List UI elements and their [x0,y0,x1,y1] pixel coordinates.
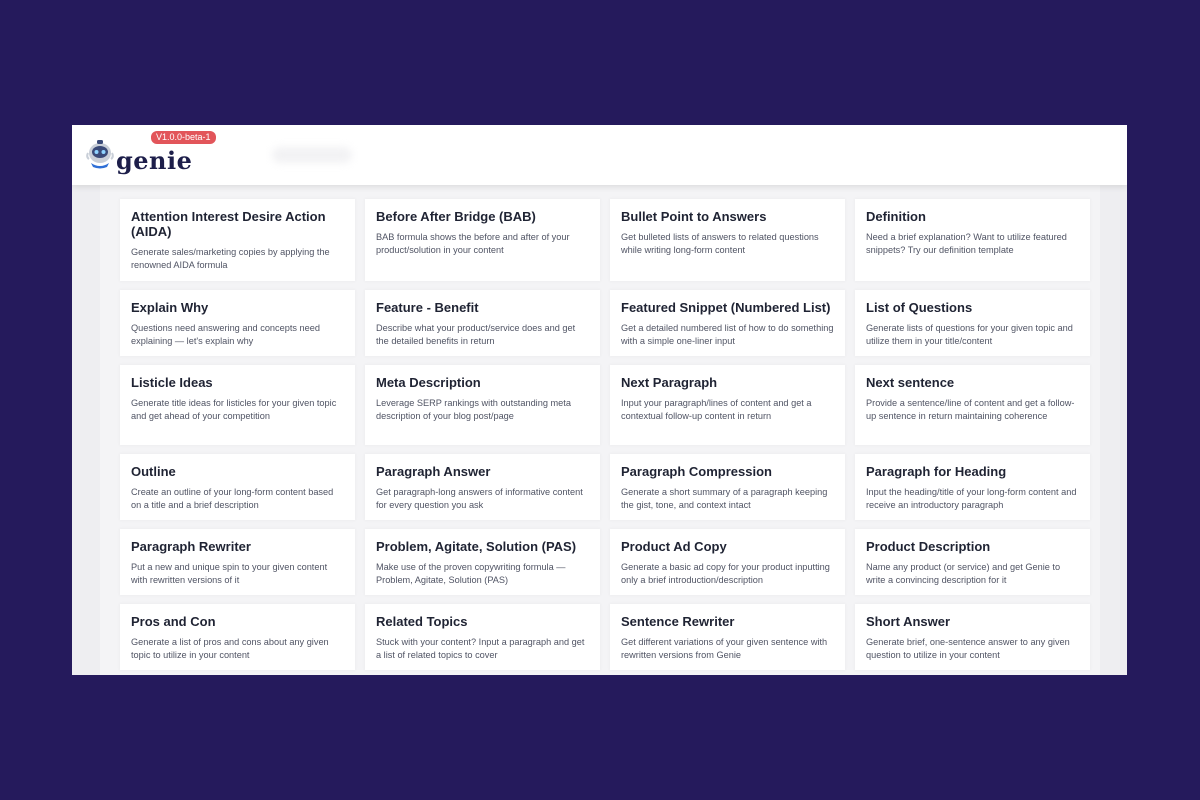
version-badge: V1.0.0-beta-1 [151,131,216,144]
template-title: Explain Why [131,300,209,315]
template-title: Before After Bridge (BAB) [376,209,536,224]
template-title: Meta Description [376,375,481,390]
template-description: Generate title ideas for listicles for your given topic and get ahead of your competition [131,398,337,421]
template-title: Related Topics [376,614,468,629]
template-title: Problem, Agitate, Solution (PAS) [376,539,577,554]
template-card[interactable] [120,199,355,281]
template-description: Get paragraph-long answers of informative content for every question you ask [376,487,583,510]
template-card[interactable] [610,529,845,595]
template-title: Featured Snippet (Numbered List) [621,300,831,315]
template-grid [120,199,1090,670]
template-description: Provide a sentence/line of content and get a follow-up sentence in return maintaining coherence [866,398,1075,421]
template-description: Create an outline of your long-form content based on a title and a brief description [131,487,334,510]
template-title: Next Paragraph [621,375,718,390]
template-title: Outline [131,464,176,479]
template-description: Generate lists of questions for your given topic and utilize them in your title/content [866,323,1073,346]
template-title: Attention Interest Desire Action (AIDA) [131,209,326,239]
template-description: Get bulleted lists of answers to related questions while writing long-form content [621,232,819,255]
template-description: Input your paragraph/lines of content and get a contextual follow-up content in return [621,398,812,421]
template-title: Sentence Rewriter [621,614,735,629]
template-description: Stuck with your content? Input a paragraph and get a list of related topics to cover [376,637,585,660]
template-description: Questions need answering and concepts need explaining — let's explain why [131,323,320,346]
template-description: Generate a list of pros and cons about any given topic to utilize in your content [131,637,329,660]
template-card[interactable] [855,290,1090,356]
template-title: List of Questions [866,300,973,315]
template-title: Pros and Con [131,614,216,629]
template-card[interactable] [120,454,355,520]
template-description: BAB formula shows the before and after of your product/solution in your content [376,232,570,255]
template-title: Paragraph Answer [376,464,491,479]
template-description: Describe what your product/service does and get the detailed benefits in return [376,323,576,346]
template-description: Generate brief, one-sentence answer to any given question to utilize in your content [866,637,1070,660]
template-description: Get a detailed numbered list of how to do something with a simple one-liner input [621,323,834,346]
robot-mascot-icon [86,139,114,169]
template-card[interactable] [120,290,355,356]
template-card[interactable] [855,529,1090,595]
template-title: Paragraph for Heading [866,464,1007,479]
template-card[interactable] [365,199,600,281]
template-list-panel [100,185,1100,675]
template-card[interactable] [610,199,845,281]
blurred-header-area [272,147,352,163]
template-card[interactable] [120,365,355,445]
template-card[interactable] [855,604,1090,670]
template-card[interactable] [365,365,600,445]
app-name: genie [116,146,193,175]
template-card[interactable] [610,290,845,356]
template-title: Paragraph Rewriter [131,539,251,554]
template-card[interactable] [365,454,600,520]
template-card[interactable] [855,365,1090,445]
template-description: Generate sales/marketing copies by applying the renowned AIDA formula [131,247,330,270]
template-title: Product Ad Copy [621,539,727,554]
template-description: Input the heading/title of your long-form content and receive an introductory paragraph [866,487,1077,510]
template-description: Put a new and unique spin to your given content with rewritten versions of it [131,562,328,585]
template-card[interactable] [365,604,600,670]
template-description: Generate a short summary of a paragraph keeping the gist, tone, and context intact [621,487,828,510]
genie-logo[interactable] [86,131,286,181]
template-card[interactable] [610,604,845,670]
template-description: Need a brief explanation? Want to utilize featured snippets? Try our definition template [866,232,1067,255]
template-title: Definition [866,209,926,224]
header-bar [72,125,1127,185]
template-card[interactable] [120,529,355,595]
template-card[interactable] [855,454,1090,520]
template-card[interactable] [120,604,355,670]
template-description: Name any product (or service) and get Genie to write a convincing description for it [866,562,1061,585]
template-description: Make use of the proven copywriting formula — Problem, Agitate, Solution (PAS) [376,562,566,585]
template-title: Product Description [866,539,991,554]
template-title: Short Answer [866,614,951,629]
template-title: Paragraph Compression [621,464,772,479]
template-description: Leverage SERP rankings with outstanding meta description of your blog post/page [376,398,571,421]
template-card[interactable] [365,290,600,356]
template-card[interactable] [610,365,845,445]
template-title: Next sentence [866,375,955,390]
template-card[interactable] [855,199,1090,281]
template-card[interactable] [610,454,845,520]
template-description: Generate a basic ad copy for your product inputting only a brief introduction/description [621,562,830,585]
template-description: Get different variations of your given sentence with rewritten versions from Genie [621,637,828,660]
template-title: Listicle Ideas [131,375,213,390]
template-card[interactable] [365,529,600,595]
template-title: Bullet Point to Answers [621,209,767,224]
app-window [72,125,1127,675]
template-title: Feature - Benefit [376,300,479,315]
